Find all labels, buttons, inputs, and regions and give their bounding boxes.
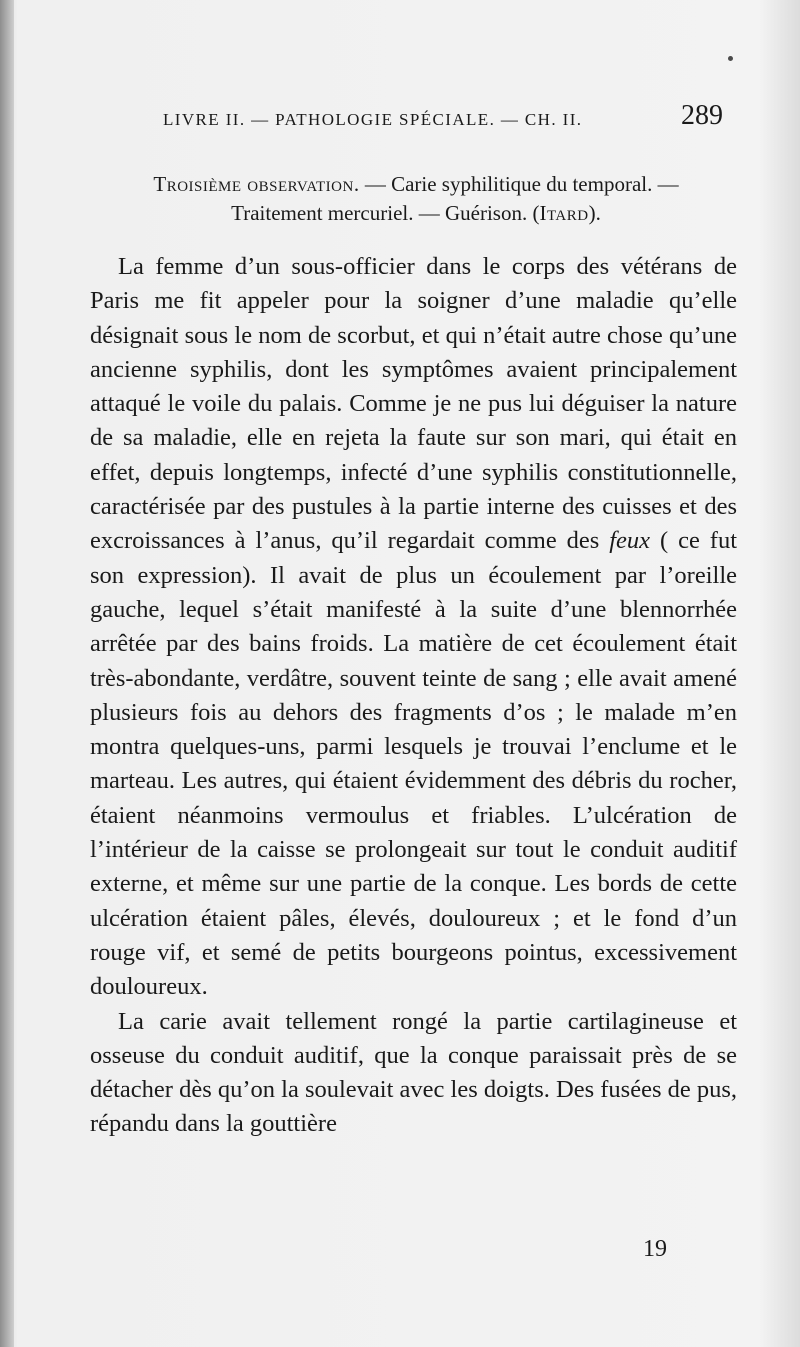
signature-mark: 19: [643, 1236, 667, 1262]
observation-heading-end: ).: [588, 201, 601, 225]
page-number: 289: [681, 100, 723, 131]
running-head: [163, 100, 723, 136]
paragraph-1: [90, 250, 737, 1005]
body-text: [90, 250, 737, 1142]
observation-heading: [106, 170, 726, 228]
paragraph-2: La carie avait tellement rongé la partie cartilagineuse et osseuse du conduit auditif, que la conque paraissait près de se détacher dès qu’on la soulevait avec les doigts. Des fusées de pus, répandu dans la gouttière: [90, 1007, 738, 1138]
ink-speck: [728, 56, 733, 61]
paragraph-1-italic-word: feux: [609, 527, 651, 555]
running-head-title: LIVRE II. — PATHOLOGIE SPÉCIALE. — CH. II.: [163, 110, 583, 129]
observation-author: Itard: [539, 201, 589, 225]
paragraph-1-part-a: La femme d’un sous-officier dans le corps des vétérans de Paris me fit appeler pour la soigner d’une maladie qu’elle désignait sous le nom de scorbut, et qui n’était autre chose qu’une ancienne syphilis, dont les symptômes avaient principalement attaqué le voile du palais. Comme je ne pus lui déguiser la nature de sa maladie, elle en rejeta la faute sur son mari, qui était en effet, depuis longtemps, infecté d’une syphilis constitutionnelle, caractérisée par des pustules à la partie interne des cuisses et des excroissances à l’anus, qu’il regardait comme des: [90, 253, 737, 555]
observation-label: Troisième observation.: [153, 172, 360, 196]
page-gutter-shadow: [0, 0, 14, 1347]
observation-subject: — Carie syphilitique du temporal. — Traitement mercuriel. — Guérison. (: [231, 172, 679, 225]
paragraph-1-part-b: ( ce fut son expression). Il avait de plus un écoulement par l’oreille gauche, lequel s’était manifesté à la suite d’une blennorrhée arrêtée par des bains froids. La matière de cet écoulement était très-abondante, verdâtre, souvent teinte de sang ; elle avait amené plusieurs fois au dehors des fragments d’os ; le malade m’en montra quelques-uns, parmi lesquels je trouvai l’enclume et le marteau. Les autres, qui étaient évidemment des débris du rocher, étaient néanmoins vermoulus et friables. L’ulcération de l’intérieur de la caisse se prolongeait sur tout le conduit auditif externe, et même sur une partie de la conque. Les bords de cette ulcération étaient pâles, élevés, douloureux ; et le fond d’un rouge vif, et semé de petits bourgeons pointus, excessivement douloureux.: [90, 527, 738, 1001]
